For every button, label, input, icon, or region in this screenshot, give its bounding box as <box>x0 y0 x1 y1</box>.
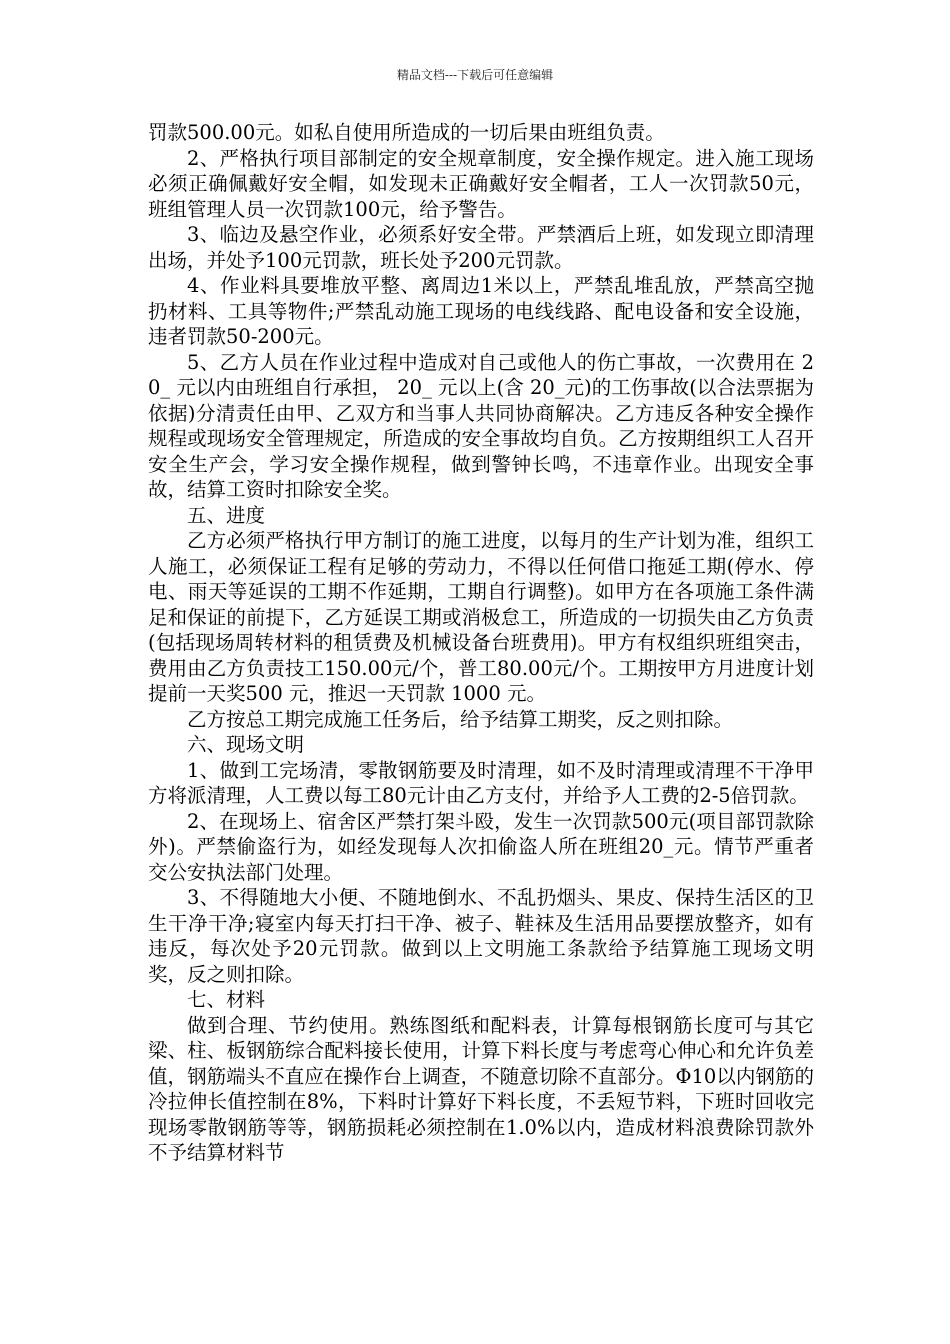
paragraph: 六、现场文明 <box>187 733 305 756</box>
paragraph: 五、进度 <box>187 503 266 527</box>
document-body <box>148 120 814 1166</box>
paragraph: 3、临边及悬空作业，必须系好安全带。严禁酒后上班，如发现立即清理出场，并处予100元罚款，班长处予200元罚款。 <box>148 223 814 272</box>
paragraph: 乙方必须严格执行甲方制订的施工进度，以每月的生产计划为准，组织工人施工，必须保证工程有足够的劳动力，不得以任何借口拖延工期(停水、停电、雨天等延误的工期不作延期，工期自行调整)。如甲方在各项施工条件满足和保证的前提下，乙方延误工期或消极怠工，所造成的一切损失由乙方负责(包括现场周转材料的租赁费及机械设备台班费用)。甲方有权组织班组突击，费用由乙方负责技工150.00元/个，普工80.00元/个。工期按甲方月进度计划提前一天奖500 元，推迟一天罚款 1000 元。 <box>148 529 814 705</box>
page-header: 精品文档---下载后可任意编辑 <box>396 68 554 82</box>
paragraph: 罚款500.00元。如私自使用所造成的一切后果由班组负责。 <box>148 121 665 144</box>
paragraph: 七、材料 <box>187 988 266 1011</box>
paragraph: 1、做到工完场清，零散钢筋要及时清理，如不及时清理或清理不干净甲方将派清理，人工费以每工80元计由乙方支付，并给予人工费的2-5倍罚款。 <box>148 758 814 807</box>
paragraph: 2、严格执行项目部制定的安全规章制度，安全操作规定。进入施工现场必须正确佩戴好安全帽，如发现未正确戴好安全帽者，工人一次罚款50元，班组管理人员一次罚款100元，给予警告。 <box>148 146 814 221</box>
paragraph: 乙方按总工期完成施工任务后，给予结算工期奖，反之则扣除。 <box>187 707 734 731</box>
paragraph: 4、作业料具要堆放平整、离周边1米以上，严禁乱堆乱放，严禁高空抛扔材料、工具等物件;严禁乱动施工现场的电线线路、配电设备和安全设施，违者罚款50-200元。 <box>148 274 814 348</box>
paragraph: 2、在现场上、宿舍区严禁打架斗殴，发生一次罚款500元(项目部罚款除外)。严禁偷盗行为，如经发现每人次扣偷盗人所在班组20_元。情节严重者交公安执法部门处理。 <box>148 809 814 884</box>
paragraph: 5、乙方人员在作业过程中造成对自己或他人的伤亡事故，一次费用在 20_ 元以内由班组自行承担， 20_ 元以上(含 20_元)的工伤事故(以合法票据为依据)分清责任由甲、乙双方和当事人共同协商解决。乙方违反各种安全操作规程或现场安全管理规定，所造成的安全事故均自负。乙方按期组织工人召开安全生产会，学习安全操作规程，做到警钟长鸣，不违章作业。出现安全事故，结算工资时扣除安全奖。 <box>148 350 814 501</box>
paragraph: 做到合理、节约使用。熟练图纸和配料表，计算每根钢筋长度可与其它梁、柱、板钢筋综合配料接长使用，计算下料长度与考虑弯心伸心和允许负差值，钢筋端头不直应在操作台上调查，不随意切除不直部分。Φ10以内钢筋的冷拉伸长值控制在8%，下料时计算好下料长度，不丢短节料，下班时回收完现场零散钢筋等等，钢筋损耗必须控制在1.0%以内，造成材料浪费除罚款外不予结算材料节 <box>148 1013 814 1164</box>
paragraph: 3、不得随地大小便、不随地倒水、不乱扔烟头、果皮、保持生活区的卫生干净干净;寝室内每天打扫干净、被子、鞋袜及生活用品要摆放整齐，如有违反，每次处予20元罚款。做到以上文明施工条款给予结算施工现场文明奖，反之则扣除。 <box>148 886 814 986</box>
